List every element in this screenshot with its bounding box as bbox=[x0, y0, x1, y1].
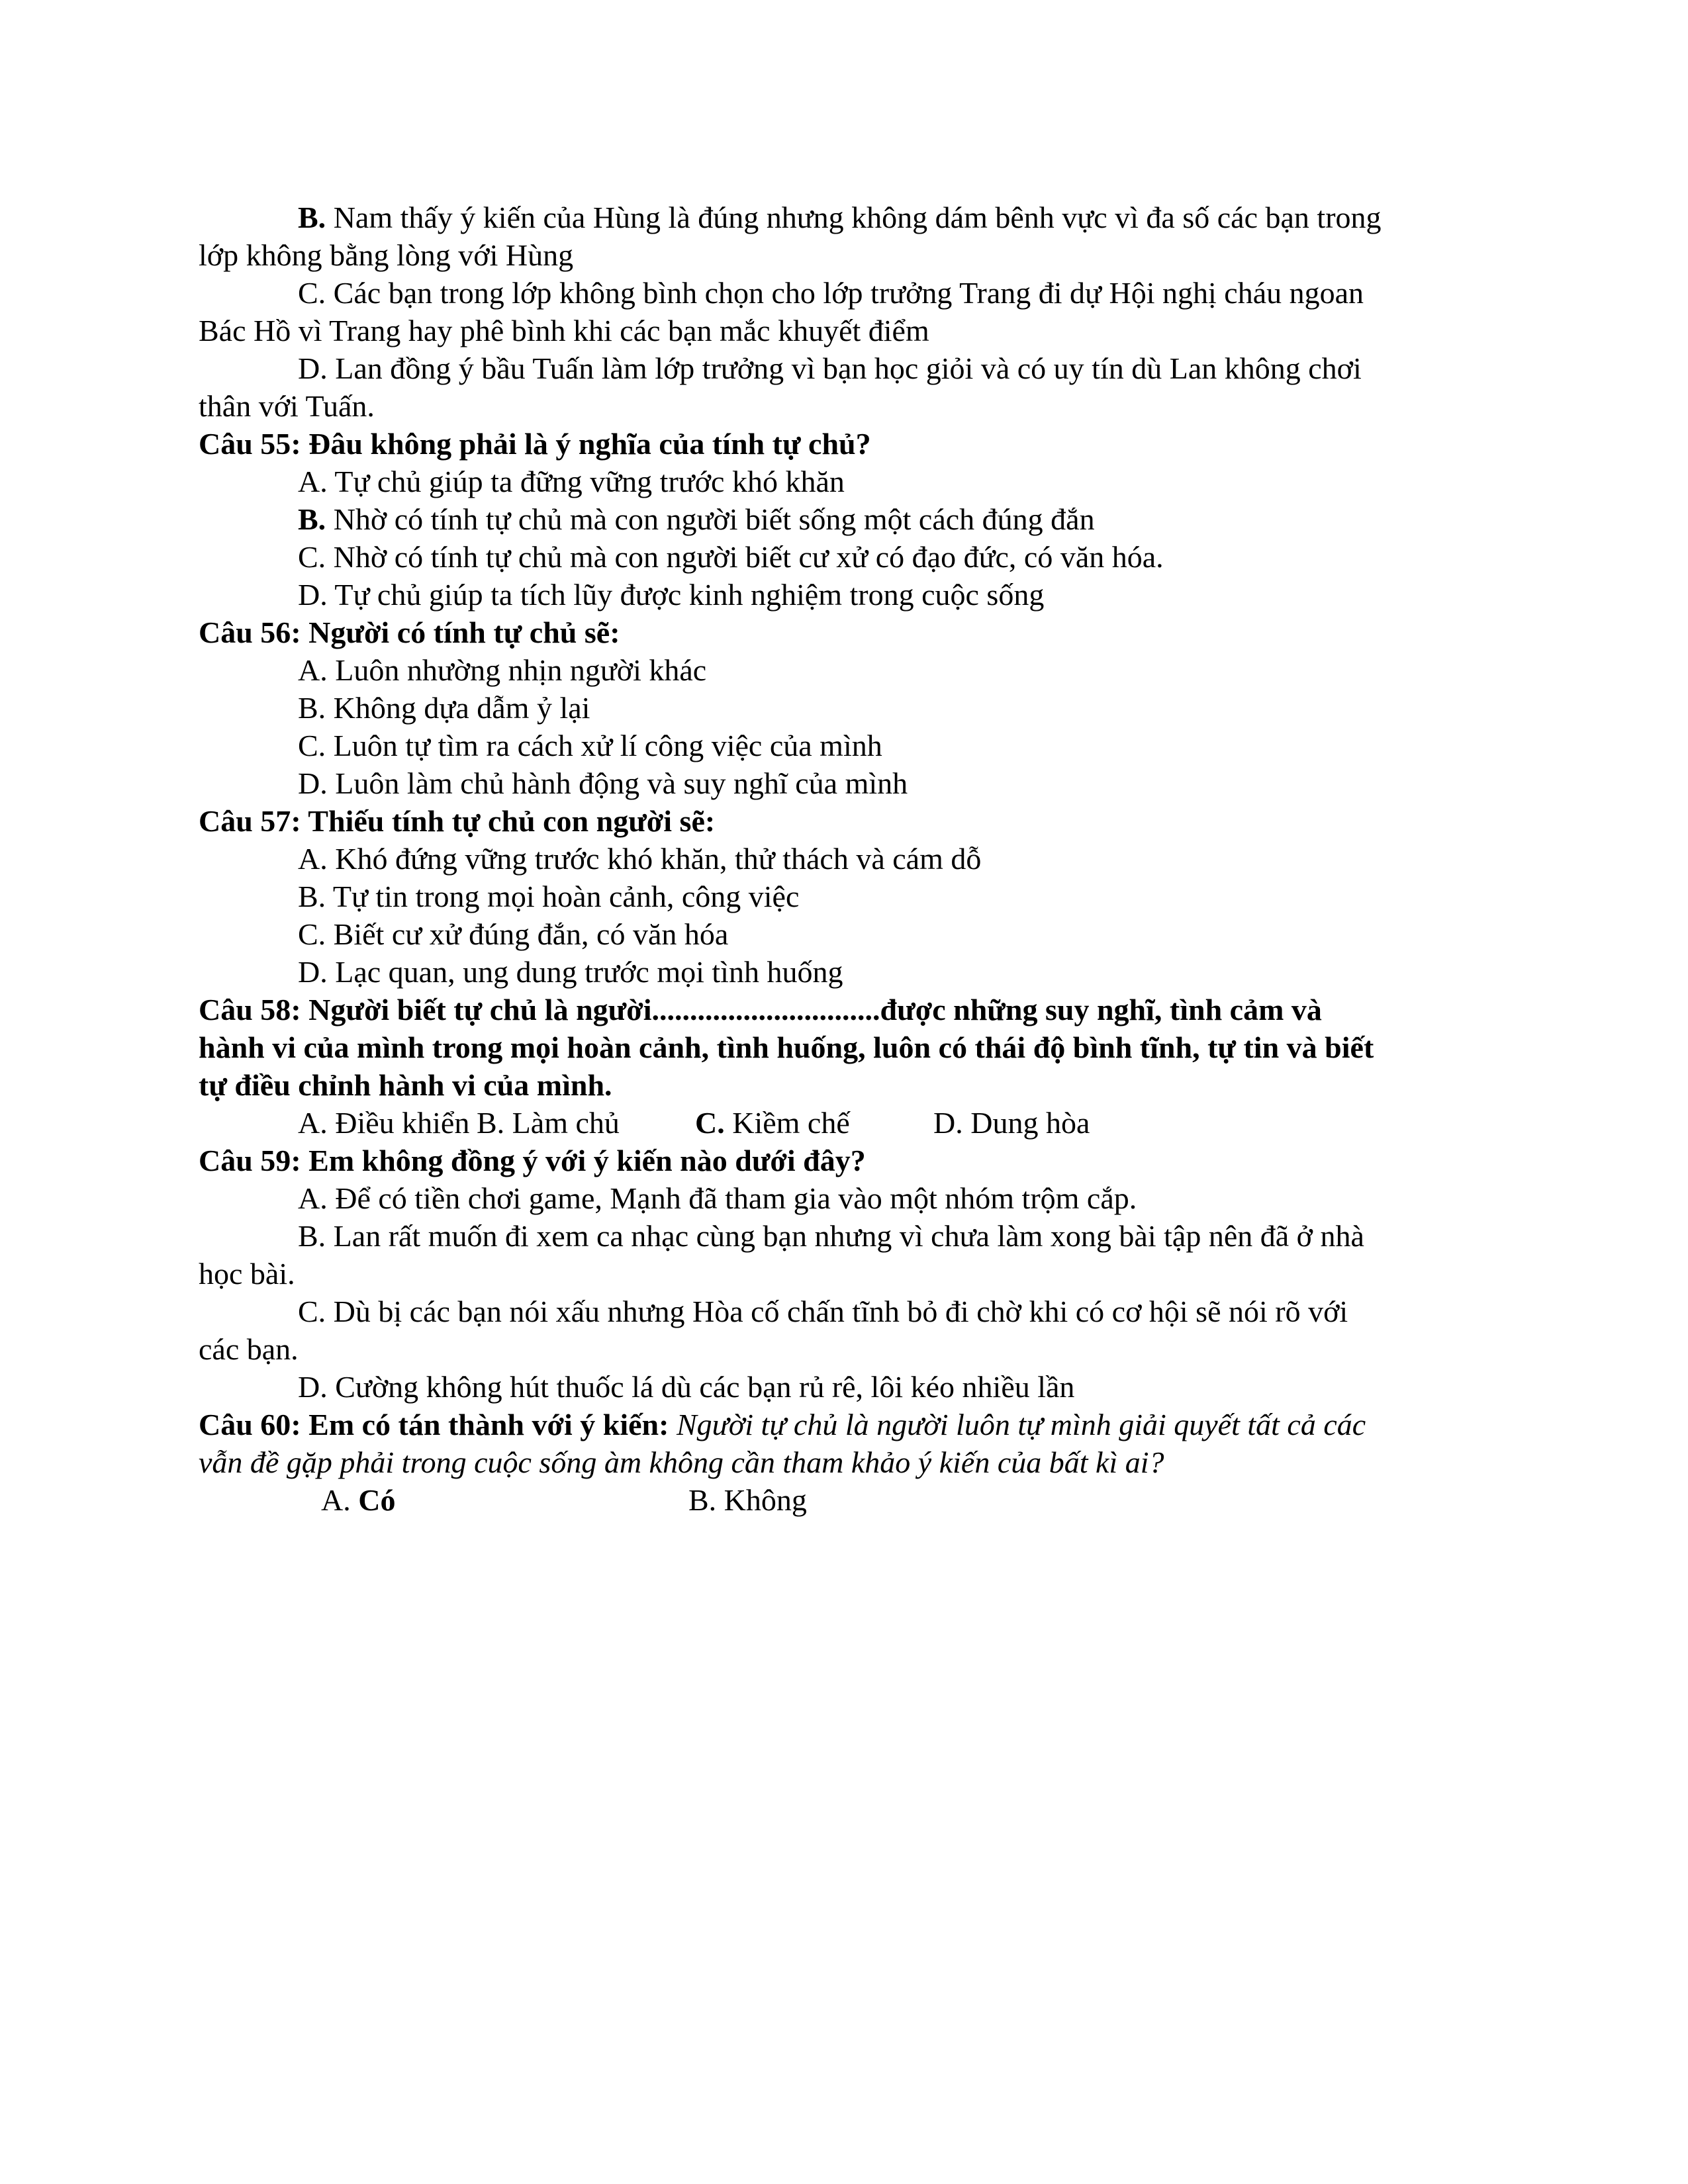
q57-number: Câu 57 bbox=[199, 804, 291, 838]
q58-question-text: : Người biết tự chủ là người..............................được những suy nghĩ, tình cảm và bbox=[291, 993, 1322, 1026]
q58-option-a: A. Điều khiển bbox=[298, 1106, 470, 1140]
q54-option-b-text: Nam thấy ý kiến của Hùng là đúng nhưng không dám bênh vực vì đa số các bạn trong bbox=[326, 201, 1382, 234]
q58-option-c-letter: C. bbox=[695, 1106, 725, 1140]
q56-option-b: B. Không dựa dẫm ỷ lại bbox=[298, 691, 590, 725]
q55-question-text: : Đâu không phải là ý nghĩa của tính tự chủ? bbox=[291, 427, 871, 461]
q57-option-b: B. Tự tin trong mọi hoàn cảnh, công việc bbox=[298, 880, 800, 913]
q56-question bbox=[199, 614, 1496, 651]
q58-question-cont1: hành vi của mình trong mọi hoàn cảnh, tình huống, luôn có thái độ bình tĩnh, tự tin và biết bbox=[199, 1030, 1374, 1064]
q54-option-c: C. Các bạn trong lớp không bình chọn cho lớp trưởng Trang đi dự Hội nghị cháu ngoan bbox=[298, 276, 1364, 310]
q55-option-b-text: Nhờ có tính tự chủ mà con người biết sống một cách đúng đắn bbox=[326, 502, 1095, 536]
q60-option-a bbox=[321, 1481, 688, 1519]
q60-option-a-letter: A. bbox=[321, 1483, 359, 1517]
q60-number: Câu 60 bbox=[199, 1408, 291, 1441]
q60-question-text: : Em có tán thành với ý kiến: bbox=[291, 1408, 677, 1441]
q56-option-d: D. Luôn làm chủ hành động và suy nghĩ của mình bbox=[298, 766, 908, 800]
q59-option-c-cont: các bạn. bbox=[199, 1332, 299, 1366]
q54-option-d-cont: thân với Tuấn. bbox=[199, 389, 375, 423]
q54-option-c-cont: Bác Hồ vì Trang hay phê bình khi các bạn mắc khuyết điểm bbox=[199, 314, 929, 347]
q55-option-b-letter: B. bbox=[298, 502, 326, 536]
q55-number: Câu 55 bbox=[199, 427, 291, 461]
q55-option-a: A. Tự chủ giúp ta đững vững trước khó khăn bbox=[298, 465, 845, 498]
q57-option-c: C. Biết cư xử đúng đắn, có văn hóa bbox=[298, 917, 729, 951]
q55-option-b bbox=[199, 500, 1496, 538]
q55-option-c: C. Nhờ có tính tự chủ mà con người biết cư xử có đạo đức, có văn hóa. bbox=[298, 540, 1164, 574]
q59-option-b: B. Lan rất muốn đi xem ca nhạc cùng bạn nhưng vì chưa làm xong bài tập nên đã ở nhà bbox=[298, 1219, 1364, 1253]
q59-option-d: D. Cường không hút thuốc lá dù các bạn rủ rê, lôi kéo nhiều lần bbox=[298, 1370, 1075, 1404]
q58-question-cont2: tự điều chỉnh hành vi của mình. bbox=[199, 1068, 612, 1102]
q56-question-text: : Người có tính tự chủ sẽ: bbox=[291, 615, 620, 649]
q58-options bbox=[199, 1104, 1496, 1142]
q58-option-d: D. Dung hòa bbox=[933, 1106, 1090, 1140]
q57-question bbox=[199, 802, 1496, 840]
q60-option-a-text: Có bbox=[358, 1483, 396, 1517]
q60-quote: Người tự chủ là người luôn tự mình giải quyết tất cả các bbox=[676, 1408, 1366, 1441]
q56-number: Câu 56 bbox=[199, 615, 291, 649]
q56-option-a: A. Luôn nhường nhịn người khác bbox=[298, 653, 707, 687]
q59-option-b-cont: học bài. bbox=[199, 1257, 295, 1291]
q59-option-c: C. Dù bị các bạn nói xấu nhưng Hòa cố chấn tĩnh bỏ đi chờ khi có cơ hội sẽ nói rõ với bbox=[298, 1295, 1348, 1328]
q56-option-c: C. Luôn tự tìm ra cách xử lí công việc của mình bbox=[298, 729, 882, 762]
q60-quote-cont: vẫn đề gặp phải trong cuộc sống àm không cần tham khảo ý kiến của bất kì ai? bbox=[199, 1445, 1164, 1479]
q59-question bbox=[199, 1142, 1496, 1179]
q57-option-a: A. Khó đứng vững trước khó khăn, thử thách và cám dỗ bbox=[298, 842, 982, 876]
q54-option-b bbox=[199, 199, 1496, 236]
q59-option-a: A. Để có tiền chơi game, Mạnh đã tham gia vào một nhóm trộm cắp. bbox=[298, 1181, 1137, 1215]
q58-question bbox=[199, 991, 1496, 1028]
q59-question-text: : Em không đồng ý với ý kiến nào dưới đây? bbox=[291, 1144, 866, 1177]
q60-options bbox=[199, 1481, 1496, 1519]
q54-option-b-cont: lớp không bằng lòng với Hùng bbox=[199, 238, 574, 272]
q58-option-b: B. Làm chủ bbox=[477, 1106, 620, 1140]
q59-number: Câu 59 bbox=[199, 1144, 291, 1177]
q58-option-c bbox=[695, 1104, 933, 1142]
q57-option-d: D. Lạc quan, ung dung trước mọi tình huống bbox=[298, 955, 843, 989]
q54-option-d: D. Lan đồng ý bầu Tuấn làm lớp trưởng vì bạn học giỏi và có uy tín dù Lan không chơi bbox=[298, 351, 1362, 385]
q60-question bbox=[199, 1406, 1496, 1443]
q55-question bbox=[199, 425, 1496, 463]
q58-option-c-text: Kiềm chế bbox=[724, 1106, 850, 1140]
q54-option-b-letter: B. bbox=[298, 201, 326, 234]
q55-option-d: D. Tự chủ giúp ta tích lũy được kinh nghiệm trong cuộc sống bbox=[298, 578, 1045, 612]
q58-number: Câu 58 bbox=[199, 993, 291, 1026]
document-content bbox=[199, 199, 1496, 1519]
q57-question-text: : Thiếu tính tự chủ con người sẽ: bbox=[291, 804, 716, 838]
q60-option-b: B. Không bbox=[688, 1483, 807, 1517]
